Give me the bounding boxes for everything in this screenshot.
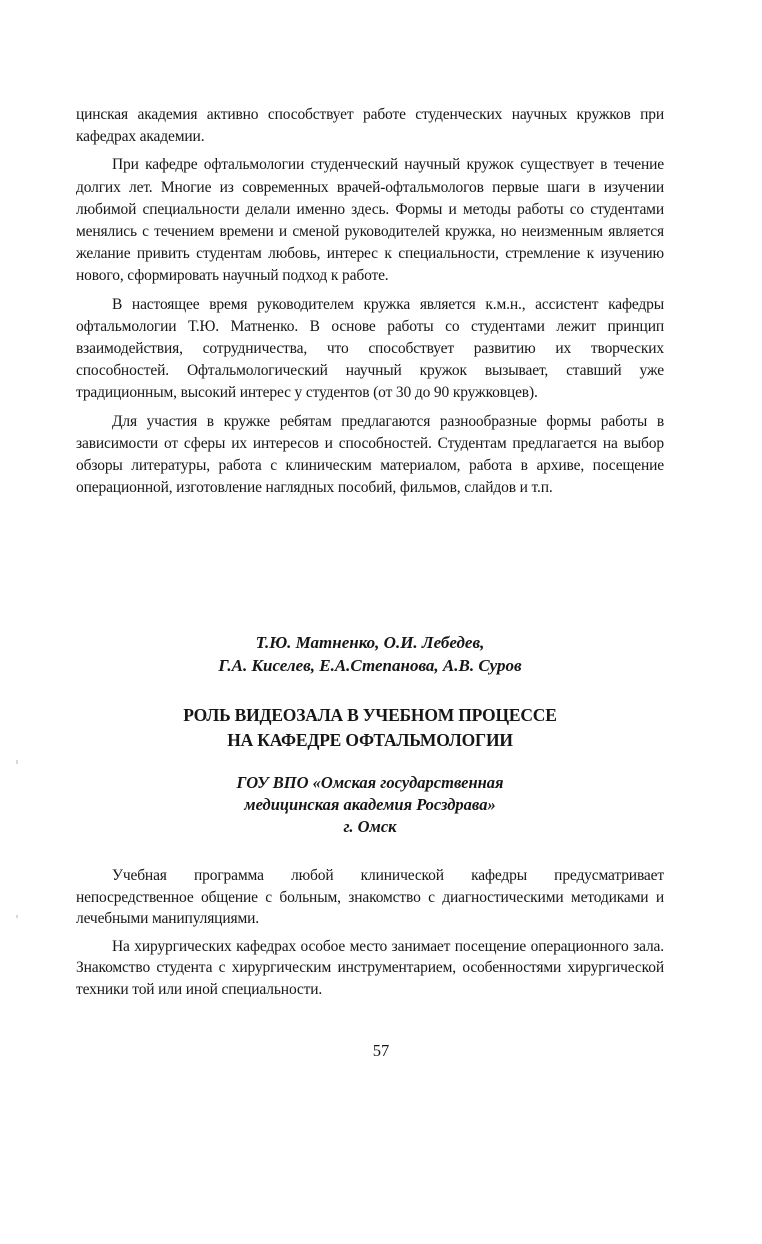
paragraph: При кафедре офтальмологии студенческий научный кружок существует в течение долгих лет. Многие из современных врачей-офтальмологов первые шаги в изучении любимой специальности делали именно здесь. Формы и методы работы со студентами менялись с течением времени и сменой руководителей кружка, но неизменным является желание привить студентам любовь, интерес к специальности, стремление к изучению нового, сформировать научный подход к работе.	[76, 156, 664, 285]
scan-artifact	[16, 915, 18, 918]
paragraph: цинская академия активно способствует работе студенческих научных кружков при кафедрах академии.	[76, 106, 664, 146]
affiliation-line: медицинская академия Росздрава»	[244, 795, 496, 814]
paragraph: Учебная программа любой клинической кафедры предусматривает непосредственное общение с больным, знакомство с диагностическими методиками и лечебными манипуляциями.	[76, 867, 664, 928]
previous-article-text	[76, 104, 664, 505]
affiliation-line: г. Омск	[343, 817, 397, 836]
paragraph: На хирургических кафедрах особое место занимает посещение операционного зала. Знакомство студента с хирургическим инструментарием, особенностями хирургической техники той или иной специальности.	[76, 937, 664, 998]
paragraph: Для участия в кружке ребятам предлагаются разнообразные формы работы в зависимости от сферы их интересов и способностей. Студентам предлагается на выбор обзоры литературы, работа с клиническим материалом, работа в архиве, посещение операционной, изготовление наглядных пособий, фильмов, слайдов и т.п.	[76, 412, 664, 497]
article-title	[76, 703, 664, 753]
page-number: 57	[372, 1041, 390, 1060]
article-affiliation	[76, 772, 664, 838]
authors-line: Г.А. Киселев, Е.А.Степанова, А.В. Суров	[218, 656, 522, 675]
paragraph: В настоящее время руководителем кружка является к.м.н., ассистент кафедры офтальмологии Т.Ю. Матненко. В основе работы со студентами лежит принцип взаимодействия, сотрудничества, что способствует развитию их творческих способностей. Офтальмологический научный кружок вызывает, ставший уже традиционным, высокий интерес у студентов (от 30 до 90 кружковцев).	[76, 295, 664, 402]
affiliation-line: ГОУ ВПО «Омская государственная	[236, 773, 504, 792]
article-authors	[76, 631, 664, 677]
title-line: НА КАФЕДРЕ ОФТАЛЬМОЛОГИИ	[227, 730, 513, 750]
scan-artifact	[16, 760, 18, 764]
title-line: РОЛЬ ВИДЕОЗАЛА В УЧЕБНОМ ПРОЦЕССЕ	[183, 705, 557, 725]
authors-line: Т.Ю. Матненко, О.И. Лебедев,	[255, 633, 485, 652]
article-body	[76, 865, 664, 1007]
